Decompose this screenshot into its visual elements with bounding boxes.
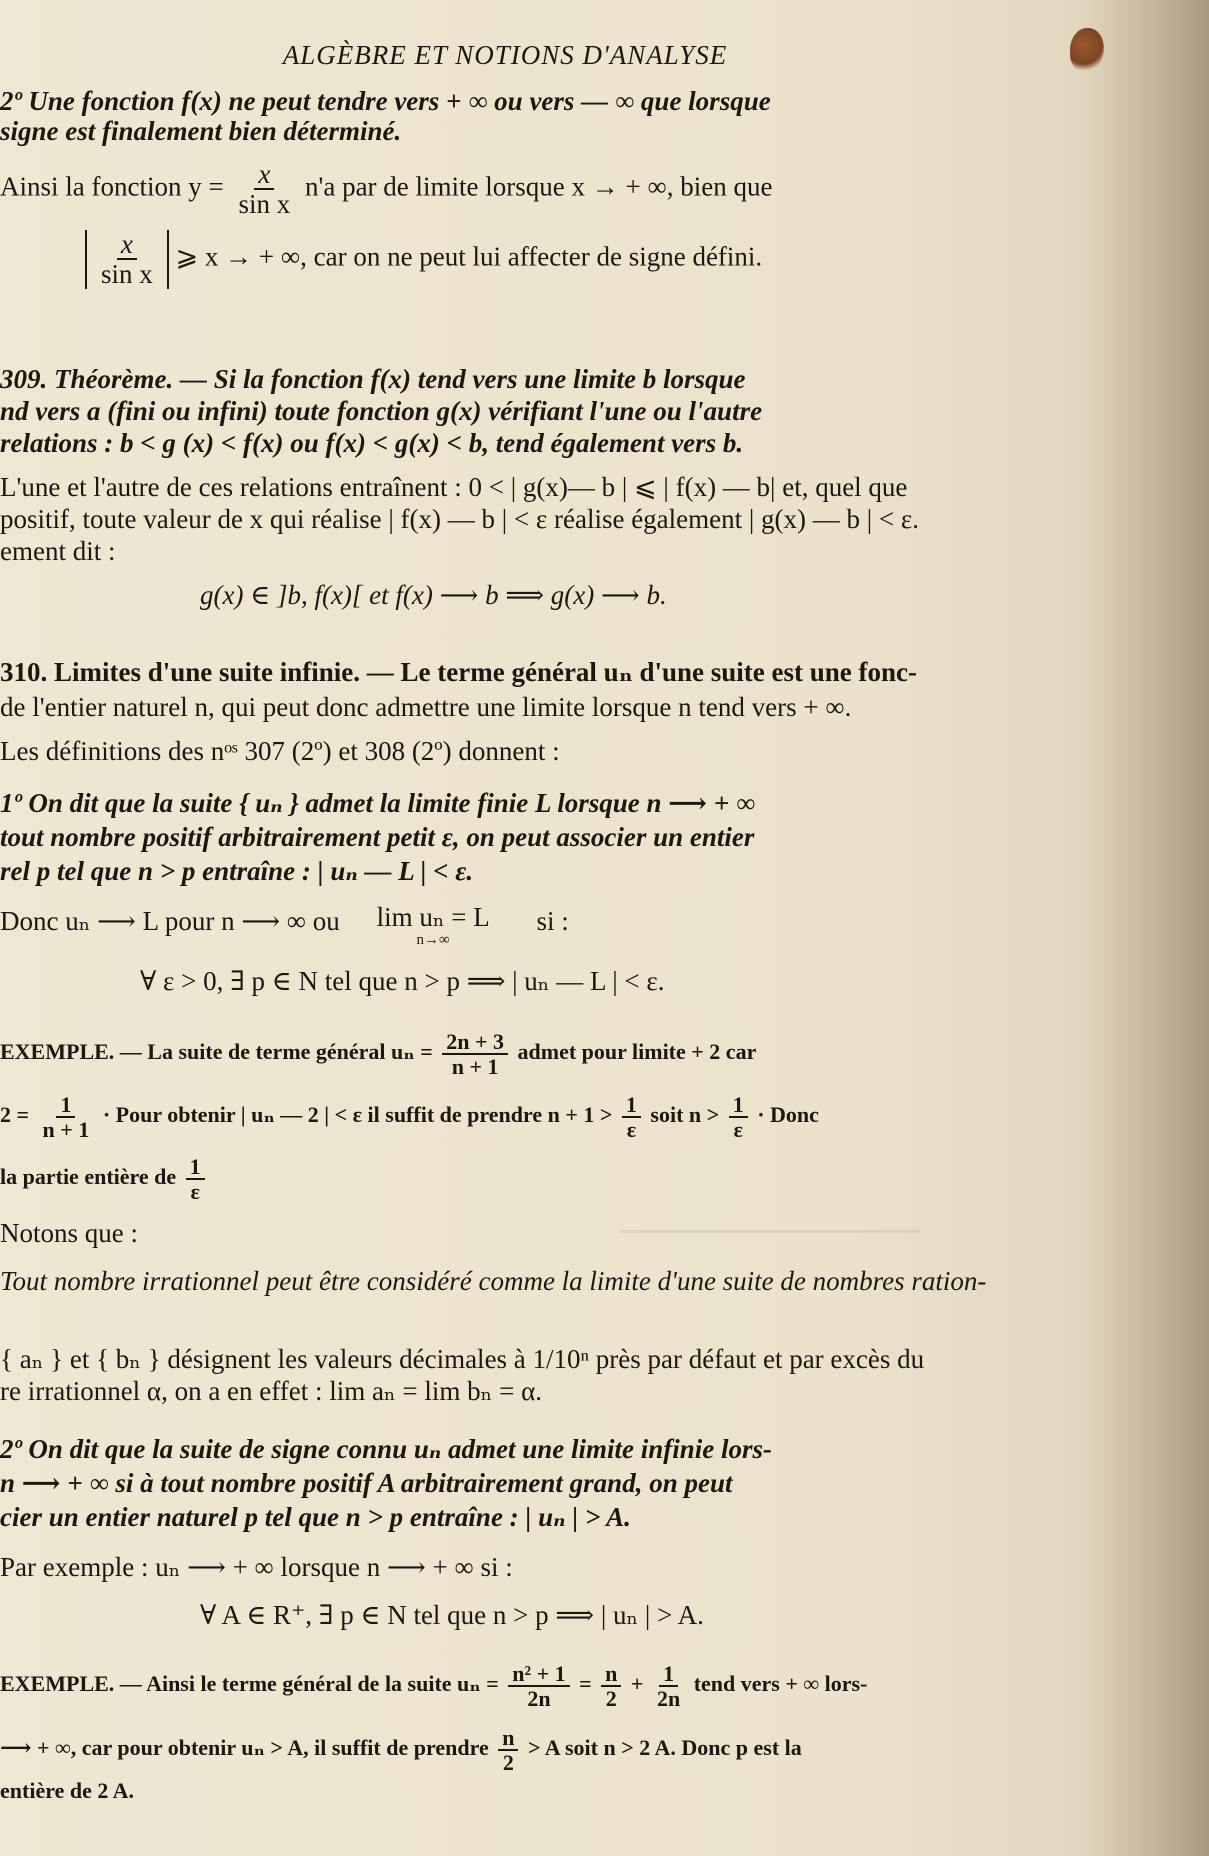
fraction-numerator: 1 bbox=[56, 1093, 75, 1118]
example-line-3 bbox=[0, 1155, 209, 1203]
fraction bbox=[729, 1093, 748, 1141]
example-line-2 bbox=[0, 1093, 819, 1141]
text-span: la partie entière de bbox=[0, 1164, 177, 1190]
fraction-numerator: 1 bbox=[729, 1093, 748, 1118]
text-span: admet pour limite + 2 car bbox=[517, 1039, 757, 1065]
text-span: Ainsi la fonction y = bbox=[0, 171, 224, 202]
text-line-8: L'une et l'autre de ces relations entraînent : 0 < | g(x)— b | ⩽ | f(x) — b| et, quel que bbox=[0, 472, 908, 502]
text-line-17: rel p tel que n > p entraîne : | uₙ — L | < ε. bbox=[0, 856, 474, 886]
fraction-numerator: 1 bbox=[622, 1093, 641, 1118]
text-line-15: 1º On dit que la suite { uₙ } admet la limite finie L lorsque n ⟶ + ∞ bbox=[0, 788, 756, 818]
running-header: ALGÈBRE ET NOTIONS D'ANALYSE bbox=[282, 40, 728, 70]
text-line-16: tout nombre positif arbitrairement petit ε, on peut associer un entier bbox=[0, 822, 755, 852]
fraction bbox=[508, 1662, 569, 1710]
text-span: n'a par de limite lorsque x → + ∞, bien que bbox=[304, 171, 773, 202]
text-line-2: signe est finalement bien déterminé. bbox=[0, 116, 402, 146]
fraction-numerator: 1 bbox=[186, 1155, 205, 1180]
text-span: EXEMPLE. — La suite de terme général uₙ = bbox=[0, 1039, 433, 1065]
fraction-denominator: sin x bbox=[238, 189, 291, 220]
text-span: ⩾ x → + ∞, car on ne peut lui affecter de signe défini. bbox=[175, 241, 763, 272]
fraction-denominator: sin x bbox=[101, 259, 153, 290]
formula-limit-def: ∀ ε > 0, ∃ p ∈ N tel que n > p ⟹ | uₙ — L | < ε. bbox=[140, 966, 665, 996]
fraction-denominator: ε bbox=[190, 1179, 200, 1205]
text-line-10: ement dit : bbox=[0, 536, 116, 566]
text-line-13: de l'entier naturel n, qui peut donc admettre une limite lorsque n tend vers + ∞. bbox=[0, 692, 852, 722]
fraction-denominator: 2n bbox=[656, 1686, 681, 1712]
fraction bbox=[653, 1662, 684, 1710]
text-line-6: nd vers a (fini ou infini) toute fonction g(x) vérifiant l'une ou l'autre bbox=[0, 396, 763, 426]
text-line-30: Par exemple : uₙ ⟶ + ∞ lorsque n ⟶ + ∞ si : bbox=[0, 1552, 513, 1582]
example-line-6: entière de 2 A. bbox=[0, 1778, 135, 1803]
example-line-1 bbox=[0, 1030, 756, 1078]
fraction-denominator: 2 bbox=[605, 1686, 617, 1712]
fraction-numerator: 2n + 3 bbox=[442, 1030, 508, 1055]
limit-expression bbox=[377, 904, 490, 948]
text-span: EXEMPLE. — Ainsi le terme général de la suite uₙ = bbox=[0, 1671, 499, 1697]
absolute-value bbox=[85, 230, 169, 289]
fraction bbox=[39, 1093, 94, 1141]
text-span: ⟶ + ∞, car pour obtenir uₙ > A, il suffit de prendre bbox=[0, 1735, 489, 1761]
text-span: · Pour obtenir | uₙ — 2 | < ε il suffit de prendre n + 1 > bbox=[102, 1102, 613, 1128]
fraction-numerator: n² + 1 bbox=[508, 1662, 569, 1687]
section-310-heading: 310. Limites d'une suite infinie. — Le terme général uₙ d'une suite est une fonc- bbox=[0, 657, 917, 687]
text-line-1: 2º Une fonction f(x) ne peut tendre vers + ∞ ou vers — ∞ que lorsque bbox=[0, 86, 771, 116]
example-line-5 bbox=[0, 1726, 802, 1774]
fraction-numerator: 1 bbox=[659, 1662, 678, 1687]
fraction-numerator: x bbox=[117, 230, 137, 260]
text-line-18 bbox=[0, 904, 569, 948]
text-span: 2 = bbox=[0, 1102, 30, 1128]
fraction-denominator: 2n bbox=[527, 1686, 551, 1712]
fraction-denominator: ε bbox=[733, 1117, 743, 1143]
fraction-numerator: n bbox=[601, 1662, 621, 1687]
fraction-denominator: ε bbox=[626, 1117, 637, 1143]
fraction bbox=[234, 160, 294, 219]
page-gutter-shadow bbox=[1089, 0, 1209, 1856]
section-309-heading: 309. Théorème. — Si la fonction f(x) tend vers une limite b lorsque bbox=[0, 364, 746, 394]
text-line-29: cier un entier naturel p tel que n > p entraîne : | uₙ | > A. bbox=[0, 1502, 631, 1532]
fraction-denominator: 2 bbox=[502, 1750, 514, 1776]
text-line-9: positif, toute valeur de x qui réalise | f(x) — b | < ε réalise également | g(x) — b | < ε. bbox=[0, 504, 919, 534]
fraction bbox=[498, 1726, 518, 1774]
limit-subscript: n→∞ bbox=[416, 932, 450, 948]
text-line-26: re irrationnel α, on a en effet : lim aₙ = lim bₙ = α. bbox=[0, 1376, 542, 1406]
text-span: > A soit n > 2 A. Donc p est la bbox=[527, 1735, 802, 1761]
bleed-through bbox=[620, 1230, 920, 1233]
fraction bbox=[442, 1030, 508, 1078]
fraction bbox=[601, 1662, 621, 1710]
text-span: si : bbox=[536, 906, 569, 936]
fraction bbox=[622, 1093, 641, 1141]
fraction-numerator: n bbox=[498, 1726, 518, 1751]
fraction-denominator: n + 1 bbox=[42, 1117, 90, 1143]
example-line-4 bbox=[0, 1662, 867, 1710]
text-line-24: Tout nombre irrationnel peut être considéré comme la limite d'une suite de nombres ration- bbox=[0, 1266, 987, 1296]
formula-309: g(x) ∈ ]b, f(x)[ et f(x) ⟶ b ⟹ g(x) ⟶ b. bbox=[200, 580, 667, 610]
text-line-14: Les définitions des nᵒˢ 307 (2º) et 308 (2º) donnent : bbox=[0, 736, 560, 766]
text-line-28: n ⟶ + ∞ si à tout nombre positif A arbitrairement grand, on peut bbox=[0, 1468, 733, 1498]
fraction-denominator: n + 1 bbox=[451, 1054, 499, 1080]
text-line-4 bbox=[85, 230, 762, 289]
fraction-numerator: x bbox=[254, 160, 274, 190]
fraction bbox=[186, 1155, 205, 1203]
text-span: + bbox=[630, 1671, 644, 1697]
text-span: · Donc bbox=[757, 1102, 819, 1128]
text-span: Donc uₙ ⟶ L pour n ⟶ ∞ ou bbox=[0, 906, 340, 936]
text-line-23: Notons que : bbox=[0, 1218, 138, 1248]
text-line-27: 2º On dit que la suite de signe connu uₙ admet une limite infinie lors- bbox=[0, 1434, 773, 1464]
text-span: = bbox=[579, 1671, 592, 1697]
text-line-7: relations : b < g (x) < f(x) ou f(x) < g(x) < b, tend également vers b. bbox=[0, 428, 744, 458]
text-span: tend vers + ∞ lors- bbox=[693, 1671, 868, 1697]
formula-infinite-limit: ∀ A ∈ R⁺, ∃ p ∈ N tel que n > p ⟹ | uₙ | > A. bbox=[200, 1600, 704, 1630]
fraction bbox=[97, 230, 157, 289]
text-line-25: { aₙ } et { bₙ } désignent les valeurs décimales à 1/10ⁿ près par défaut et par excès du bbox=[0, 1344, 925, 1374]
text-line-3 bbox=[0, 160, 772, 219]
text-span: soit n > bbox=[650, 1102, 720, 1128]
limit-main: lim uₙ = L bbox=[376, 902, 490, 932]
